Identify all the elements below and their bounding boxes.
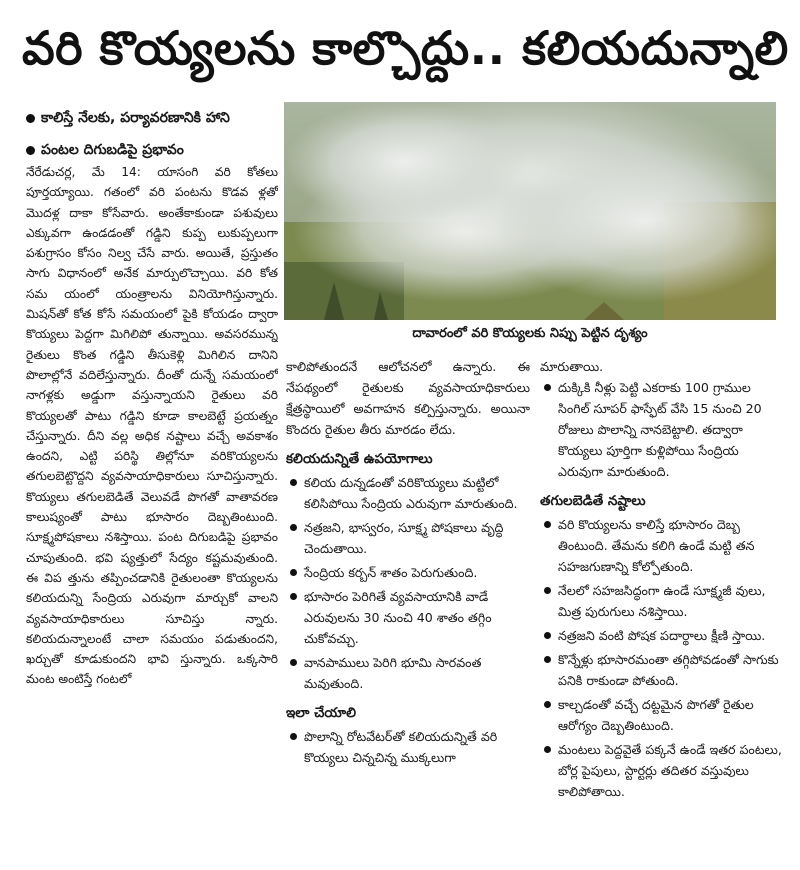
list-item: నత్రజని, భాస్వరం, సూక్ష్మ పోషకాలు వృద్ధి చెందుతాయి. bbox=[286, 517, 530, 559]
column-intro: మారుతాయి. bbox=[540, 359, 604, 374]
column-intro: కాలిపోతుందనే ఆలోచనలో ఉన్నారు. ఈ నేపథ్యంలో రైతులకు వ్యవసాయాధికారులు క్షేత్రస్థాయిలో అవగాహన కల్పిస్తున్నారు. అయినా కొందరు రైతుల తీరు మారడం లేదు. bbox=[286, 359, 530, 437]
list-item: వరి కొయ్యలను కాలిస్తే భూసారం దెబ్బ తింటుంది. తేమను కలిగి ఉండే మట్టి తన సహజగుణాన్ని కోల్పోతుంది. bbox=[540, 514, 784, 577]
article-column-1 bbox=[26, 162, 278, 822]
subheading-losses: తగులబెడితే నష్టాలు bbox=[540, 493, 646, 509]
article-column-3 bbox=[540, 356, 784, 822]
burning-field-photo-icon bbox=[284, 102, 776, 320]
summary-bullet: కాలిస్తే నేలకు, పర్యావరణానికి హాని bbox=[26, 104, 276, 132]
summary-bullet: పంటల దిగుబడిపై ప్రభావం bbox=[26, 136, 276, 164]
bullet-dot-icon bbox=[26, 146, 35, 155]
bullet-dot-icon bbox=[26, 114, 35, 123]
photo-caption: దావారంలో వరి కొయ్యలకు నిప్పు పెట్టిన దృశ్యం bbox=[412, 326, 648, 341]
method-list-continued bbox=[540, 377, 784, 482]
list-item: మంటలు పెద్దవైతే పక్కనే ఉండే ఇతర పంటలు, బోర్ల పైపులు, స్టార్టర్లు తదితర వస్తువులు కాలిపోతాయి. bbox=[540, 739, 784, 802]
article-body-text: నేరేడుచర్ల, మే 14: యాసంగి వరి కోతలు పూర్తయ్యాయి. గతంలో వరి పంటను కొడవ ళ్లతో మొదళ్ల దాకా కోసేవారు. అంతేకాకుండా పశువులు ఎక్కువగా ఉండడంతో గడ్డిని కుప్ప లుకుప్పలుగా పశుగ్రాసం కోసం నిల్వ చేసే వారు. అయితే, ప్రస్తుతం సాగు విధానంలో అనేక మార్పులొచ్చాయి. వరి కోత సమ యంలో యంత్రాలను వినియోగిస్తున్నారు. మిషన్‌తో కోత కోసే సమయంలో పైకి కోయడం ద్వారా కొయ్యలు పెద్దగా మిగిలిపో తున్నాయి. అవసరమున్న రైతులు కొంత గడ్డిని తీసుకెళ్లి మిగిలిన దానిని పొలాల్లోనే వదిలేస్తున్నారు. దీంతో దున్నే సమయంలో నాగళ్లకు అడ్డుగా వస్తున్నాయని రైతులు వరి కొయ్యలతో పాటు గడ్డిని కూడా కాలబెట్టే ప్రయత్నం చేస్తున్నారు. దీని వల్ల అధిక నష్టాలు వచ్చే అవకాశం ఉందని, ఎట్టి పరిస్థి తిల్లోనూ వరికొయ్యలను తగులబెట్టొద్దని వ్యవసాయాధికారులు సూచిస్తున్నారు. కొయ్యలు తగులబెడితే వెలువడే పొగతో వాతావరణ కాలుష్యంతో పాటు భూసారం దెబ్బతింటుంది. సూక్ష్మపోషకాలు నశిస్తాయి. పంట దిగుబడిపై ప్రభావం చూపుతుంది. భవి ష్యత్తులో సేద్యం కష్టమవుతుంది. ఈ విప త్తును తప్పించడానికి రైతులంతా కొయ్యలను కలియదున్ని సేంద్రియ ఎరువుగా మార్చుకో వాలని వ్యవసాయాధికారులు సూచిస్తు న్నారు. కలియదున్నాలంటే చాలా సమయం పడుతుందని, ఖర్చుతో కూడుకుందని భావి స్తున్నారు. ఒక్కసారి మంట అంటిస్తే గంటలో bbox=[26, 165, 278, 687]
news-photo bbox=[284, 102, 776, 320]
list-item: కాల్చడంతో వచ్చే దట్టమైన పొగతో రైతుల ఆరోగ్యం దెబ్బతింటుంది. bbox=[540, 694, 784, 736]
list-item: దుక్కికి నీళ్లు పెట్టి ఎకరాకు 100 గ్రాముల సింగిల్ సూపర్ ఫాస్ఫేట్ వేసి 15 నుంచి 20 రోజులు పొలాన్ని నానబెట్టాలి. తద్వారా కొయ్యలు పూర్తిగా కుళ్లిపోయి సేంద్రియ ఎరువుగా మారుతుంది. bbox=[540, 377, 784, 482]
article-column-2 bbox=[286, 356, 530, 822]
list-item: నేలలో సహజసిద్ధంగా ఉండే సూక్ష్మజీ వులు, మిత్ర పురుగులు నశిస్తాయి. bbox=[540, 580, 784, 622]
list-item: కలియ దున్నడంతో వరికొయ్యలు మట్టిలో కలిసిపోయి సేంద్రియ ఎరువుగా మారుతుంది. bbox=[286, 472, 530, 514]
benefits-list bbox=[286, 472, 530, 694]
list-item: సేంద్రియ కర్బన్ శాతం పెరుగుతుంది. bbox=[286, 562, 530, 583]
losses-list bbox=[540, 514, 784, 802]
list-item: పొలాన్ని రోటవేటర్‌తో కలియదున్నితే వరి కొయ్యలు చిన్నచిన్న ముక్కలుగా bbox=[286, 726, 530, 768]
list-item: కొన్నేళ్లు భూసారమంతా తగ్గిపోవడంతో సాగుకు పనికి రాకుండా పోతుంది. bbox=[540, 649, 784, 691]
summary-bullets bbox=[26, 104, 276, 168]
subheading-benefits: కలియదున్నితే ఉపయోగాలు bbox=[286, 451, 433, 467]
list-item: వానపాములు పెరిగి భూమి సారవంత మవుతుంది. bbox=[286, 652, 530, 694]
headline: వరి కొయ్యలను కాల్చొద్దు.. కలియదున్నాలి bbox=[22, 21, 789, 75]
list-item: భూసారం పెరిగితే వ్యవసాయానికి వాడే ఎరువులను 30 నుంచి 40 శాతం తగ్గిం చుకోవచ్చు. bbox=[286, 586, 530, 649]
subheading-method: ఇలా చేయాలి bbox=[286, 705, 356, 721]
method-list bbox=[286, 726, 530, 768]
list-item: నత్రజని వంటి పోషక పదార్థాలు క్షీణి స్తాయి. bbox=[540, 625, 784, 646]
